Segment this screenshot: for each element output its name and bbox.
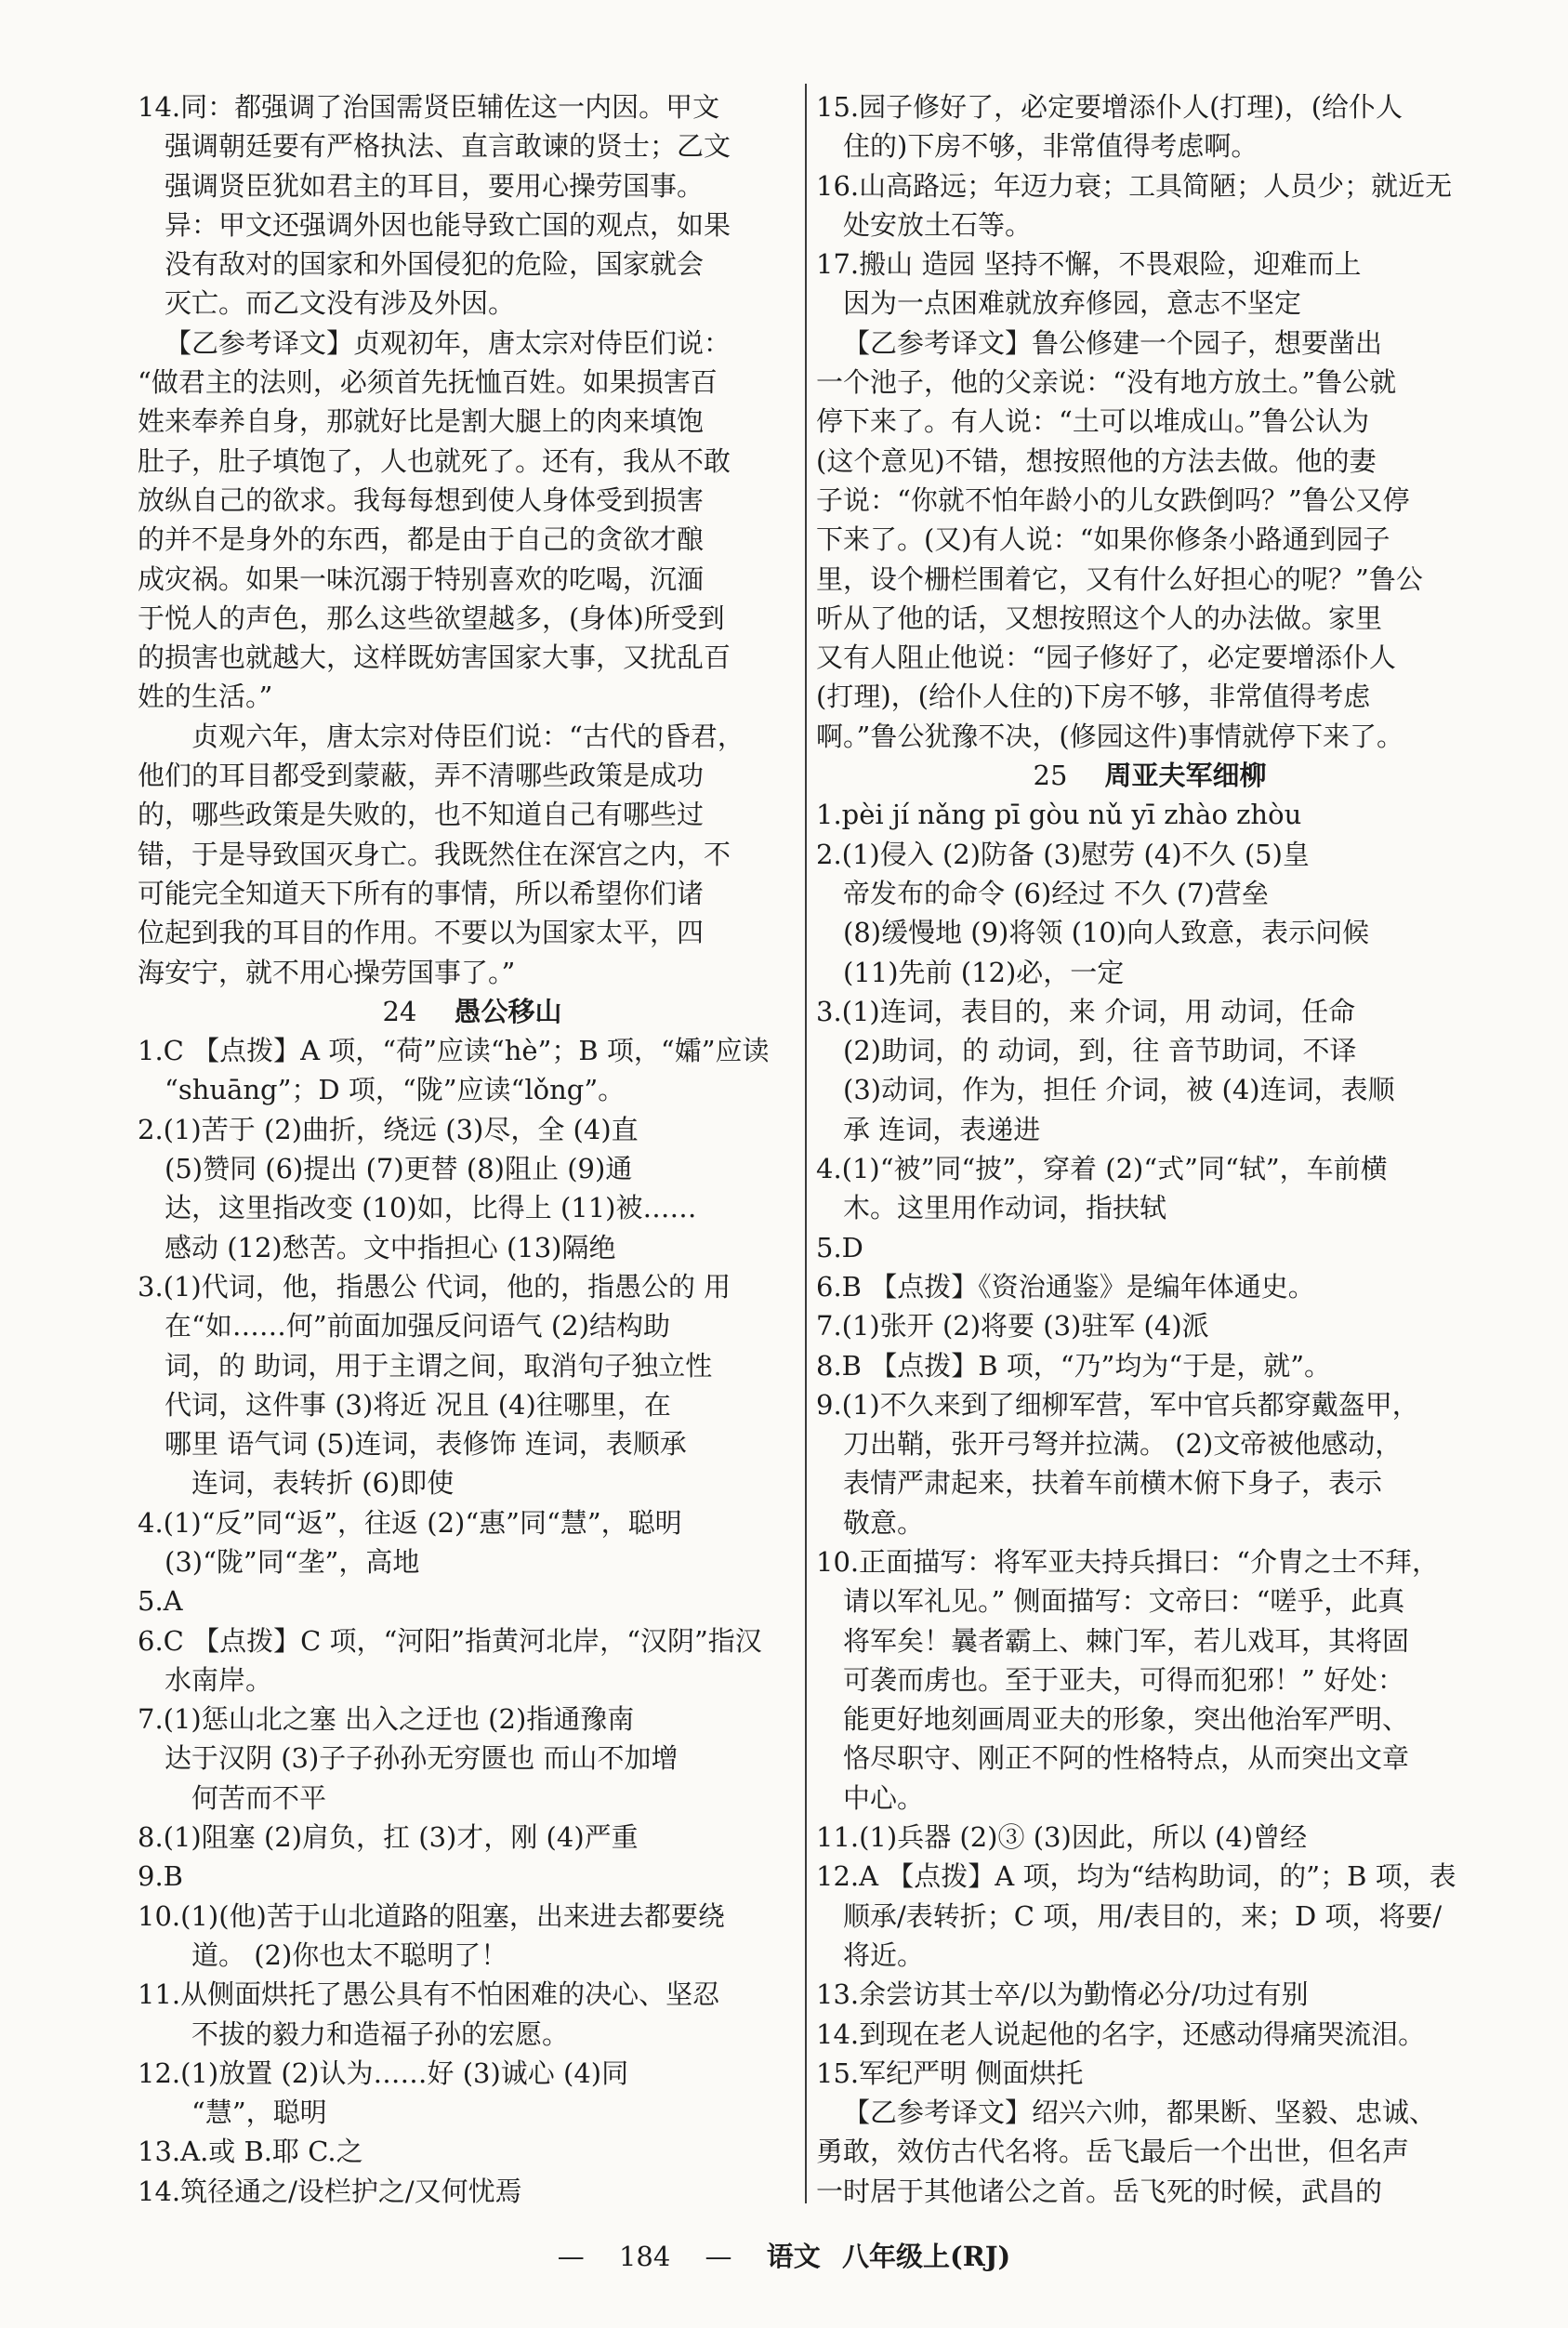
text-line: 请以军礼见。” 侧面描写：文帝曰：“嗟乎，此真 [843,1585,1405,1618]
text-line: 哪里 语气词 (5)连词，表修饰 连词，表顺承 [165,1428,687,1461]
text-line: (5)赞同 (6)提出 (7)更替 (8)阻止 (9)通 [165,1153,633,1185]
text-line: 他们的耳目都受到蒙蔽，弄不清哪些政策是成功 [138,760,705,792]
text-line: 承 连词，表递进 [843,1113,1041,1145]
text-line: 位起到我的耳目的作用。不要以为国家太平，四 [138,917,705,949]
text-line: 帝发布的命令 (6)经过 不久 (7)营垒 [843,877,1269,909]
text-line: 12.(1)放置 (2)认为……好 (3)诚心 (4)同 [138,2057,629,2089]
text-line: 的损害也就越大，这样既妨害国家大事，又扰乱百 [138,642,731,674]
section-heading [816,756,1483,795]
text-line: 顺承/表转折；C 项，用/表目的，来；D 项，将要/ [843,1899,1443,1932]
text-line: 下来了。(又)有人说：“如果你修条小路通到园子 [816,523,1390,556]
text-line: 8.(1)阻塞 (2)肩负，扛 (3)才，刚 (4)严重 [138,1821,639,1854]
text-line: 7.(1)惩山北之塞 出入之迂也 (2)指通豫南 [138,1703,635,1736]
text-line: 可袭而虏也。至于亚夫，可得而犯邪！” 好处： [843,1663,1405,1696]
text-line: 【乙参考译文】绍兴六帅，都果断、坚毅、忠诚、 [843,2097,1437,2129]
text-line: 的并不是身外的东西，都是由于自己的贪欲才酿 [138,523,705,556]
text-line: 【乙参考译文】鲁公修建一个园子，想要凿出 [843,326,1383,359]
text-line: 6.B 【点拨】《资治通鉴》是编年体通史。 [816,1270,1315,1303]
text-line: 住的)下房不够，非常值得考虑啊。 [843,130,1258,163]
text-line: 6.C 【点拨】C 项，“河阳”指黄河北岸，“汉阴”指汉 [138,1624,762,1657]
text-line: 水南岸。 [165,1663,273,1696]
footer-dash-right: — [705,2241,732,2272]
text-line: 3.(1)代词，他，指愚公 代词，他的，指愚公的 用 [138,1270,731,1303]
text-line: 14.筑径通之/设栏护之/又何忧焉 [138,2175,522,2207]
text-line: 4.(1)“被”同“披”，穿着 (2)“式”同“轼”，车前横 [816,1153,1388,1185]
section-number: 25 [1033,760,1068,792]
section-number: 24 [382,995,417,1027]
text-line: 贞观六年，唐太宗对侍臣们说：“古代的昏君， [191,720,744,752]
text-line: 14.同：都强调了治国需贤臣辅佐这一内因。甲文 [138,91,720,123]
text-line: 灭亡。而乙文没有涉及外因。 [165,287,516,320]
text-line: (2)助词，的 动词，到，往 音节助词，不译 [843,1035,1357,1067]
text-line: 处安放土石等。 [843,208,1033,241]
text-line: (8)缓慢地 (9)将领 (10)向人致意，表示问候 [843,917,1370,949]
text-line: 于悦人的声色，那么这些欲望越多，(身体)所受到 [138,602,725,634]
text-line: 木。这里用作动词，指扶轼 [843,1192,1167,1224]
grade-label: 八年级上(RJ) [841,2241,1011,2272]
text-line: 12.A 【点拨】A 项，均为“结构助词，的”；B 项，表 [816,1860,1456,1893]
text-line: 9.B [138,1860,183,1893]
text-line: 敬意。 [843,1506,925,1539]
text-line: 一时居于其他诸公之首。岳飞死的时候，武昌的 [816,2175,1383,2207]
text-line: 何苦而不平 [191,1781,327,1814]
text-line: 异：甲文还强调外因也能导致亡国的观点，如果 [165,208,731,241]
text-line: 勇敢，效仿古代名将。岳飞最后一个出世，但名声 [816,2136,1410,2168]
section-title: 周亚夫军细柳 [1104,760,1267,792]
text-line: 11.从侧面烘托了愚公具有不怕困难的决心、坚忍 [138,1978,720,2011]
text-line: 强调朝廷要有严格执法、直言敢谏的贤士；乙文 [165,130,731,163]
text-line: 达，这里指改变 (10)如，比得上 (11)被…… [165,1192,697,1224]
text-line: 将军矣！曩者霸上、棘门军，若儿戏耳，其将固 [843,1624,1410,1657]
text-line: 海安宁，就不用心操劳国事了。” [138,956,516,988]
text-line: 14.到现在老人说起他的名字，还感动得痛哭流泪。 [816,2017,1426,2050]
text-line: 恪尽职守、刚正不阿的性格特点，从而突出文章 [843,1742,1410,1775]
text-line: 能更好地刻画周亚夫的形象，突出他治军严明、 [843,1703,1410,1736]
text-line: 停下来了。有人说：“土可以堆成山。”鲁公认为 [816,405,1370,438]
text-line: (打理)，(给仆人住的)下房不够，非常值得考虑 [816,681,1371,713]
left-column [138,87,807,2211]
text-line: 道。 (2)你也太不聪明了！ [191,1938,508,1971]
text-line: 强调贤臣犹如君主的耳目，要用心操劳国事。 [165,169,705,202]
text-line: 又有人阻止他说：“园子修好了，必定要增添仆人 [816,642,1396,674]
text-line: 1.pèi jí nǎng pī gòu nǔ yī zhào zhòu [816,799,1302,831]
text-line: 15.军纪严明 侧面烘托 [816,2057,1084,2089]
text-line: 16.山高路远；年迈力衰；工具简陋；人员少；就近无 [816,169,1453,202]
text-line: 9.(1)不久来到了细柳军营，军中官兵都穿戴盔甲， [816,1388,1419,1421]
text-line: 15.园子修好了，必定要增添仆人(打理)，(给仆人 [816,91,1403,123]
text-line: 7.(1)张开 (2)将要 (3)驻军 (4)派 [816,1310,1209,1343]
text-line: 因为一点困难就放弃修园，意志不坚定 [843,287,1302,320]
text-line: (11)先前 (12)必，一定 [843,956,1125,988]
text-line: “做君主的法则，必须首先抚恤百姓。如果损害百 [138,366,718,399]
text-line: 13.余尝访其士卒/以为勤惰必分/功过有别 [816,1978,1309,2011]
section-title: 愚公移山 [454,995,562,1027]
text-line: 错，于是导致国灭身亡。我既然住在深宫之内，不 [138,838,731,870]
text-line: 子说：“你就不怕年龄小的儿女跌倒吗？”鲁公又停 [816,483,1410,516]
text-line: 10.(1)(他)苦于山北道路的阻塞，出来进去都要绕 [138,1899,725,1932]
text-line: 1.C 【点拨】A 项，“荷”应读“hè”；B 项，“孀”应读 [138,1035,770,1067]
text-line: 里，设个栅栏围着它，又有什么好担心的呢？”鲁公 [816,562,1423,595]
text-line: 肚子，肚子填饱了，人也就死了。还有，我从不敢 [138,444,731,477]
text-line: (3)“陇”同“垄”，高地 [165,1545,420,1578]
section-heading [138,992,807,1031]
column-divider [805,84,807,2203]
text-line: 放纵自己的欲求。我每每想到使人身体受到损害 [138,483,705,516]
text-line: 代词，这件事 (3)将近 况且 (4)往哪里，在 [165,1388,671,1421]
text-line: 一个池子，他的父亲说：“没有地方放土。”鲁公就 [816,366,1397,399]
text-line: 成灾祸。如果一味沉溺于特别喜欢的吃喝，沉湎 [138,562,705,595]
text-line: 2.(1)侵入 (2)防备 (3)慰劳 (4)不久 (5)皇 [816,838,1310,870]
text-line: 姓的生活。” [138,681,273,713]
text-line: (这个意见)不错，想按照他的方法去做。他的妻 [816,444,1377,477]
text-line: 中心。 [843,1781,925,1814]
page-number: 184 [618,2241,671,2272]
text-line: 感动 (12)愁苦。文中指担心 (13)隔绝 [165,1231,616,1263]
text-line: “慧”，聪明 [191,2097,327,2129]
text-line: 5.A [138,1585,183,1618]
footer-dash-left: — [557,2241,585,2272]
text-line: 10.正面描写：将军亚夫持兵揖曰：“介胄之士不拜， [816,1545,1439,1578]
text-line: 不拔的毅力和造福子孙的宏愿。 [191,2017,570,2050]
text-line: 17.搬山 造园 坚持不懈，不畏艰险，迎难而上 [816,248,1362,281]
text-line: 【乙参考译文】贞观初年，唐太宗对侍臣们说： [165,326,731,359]
text-line: 13.A.或 B.耶 C.之 [138,2136,363,2168]
text-line: 可能完全知道天下所有的事情，所以希望你们诸 [138,877,705,909]
page-footer [0,2236,1568,2274]
text-line: 5.D [816,1231,863,1263]
text-line: 11.(1)兵器 (2)③ (3)因此，所以 (4)曾经 [816,1821,1308,1854]
text-line: 连词，表转折 (6)即使 [191,1467,455,1500]
text-line: 啊。”鲁公犹豫不决，(修园这件)事情就停下来了。 [816,720,1403,752]
text-line: 没有敌对的国家和外国侵犯的危险，国家就会 [165,248,705,281]
text-line: 将近。 [843,1938,925,1971]
text-line: 的，哪些政策是失败的，也不知道自己有哪些过 [138,799,705,831]
right-column [816,87,1483,2211]
text-line: 3.(1)连词，表目的，来 介词，用 动词，任命 [816,995,1356,1027]
text-line: 表情严肃起来，扶着车前横木俯下身子，表示 [843,1467,1383,1500]
text-line: 2.(1)苦于 (2)曲折，绕远 (3)尽，全 (4)直 [138,1113,639,1145]
text-line: 刀出鞘，张开弓弩并拉满。 (2)文帝被他感动， [843,1428,1403,1461]
text-line: 8.B 【点拨】B 项，“乃”均为“于是，就”。 [816,1349,1332,1382]
text-line: 词，的 助词，用于主谓之间，取消句子独立性 [165,1349,713,1382]
text-line: (3)动词，作为，担任 介词，被 (4)连词，表顺 [843,1074,1395,1106]
text-line: 4.(1)“反”同“返”，往返 (2)“惠”同“慧”，聪明 [138,1506,682,1539]
text-line: 在“如……何”前面加强反问语气 (2)结构助 [165,1310,670,1343]
text-line: 姓来奉养自身，那就好比是割大腿上的肉来填饱 [138,405,705,438]
text-line: 达于汉阴 (3)子子孙孙无穷匮也 而山不加增 [165,1742,679,1775]
text-line: “shuāng”；D 项，“陇”应读“lǒng”。 [165,1074,626,1106]
subject-label: 语文 [766,2241,821,2272]
text-line: 听从了他的话，又想按照这个人的办法做。家里 [816,602,1383,634]
